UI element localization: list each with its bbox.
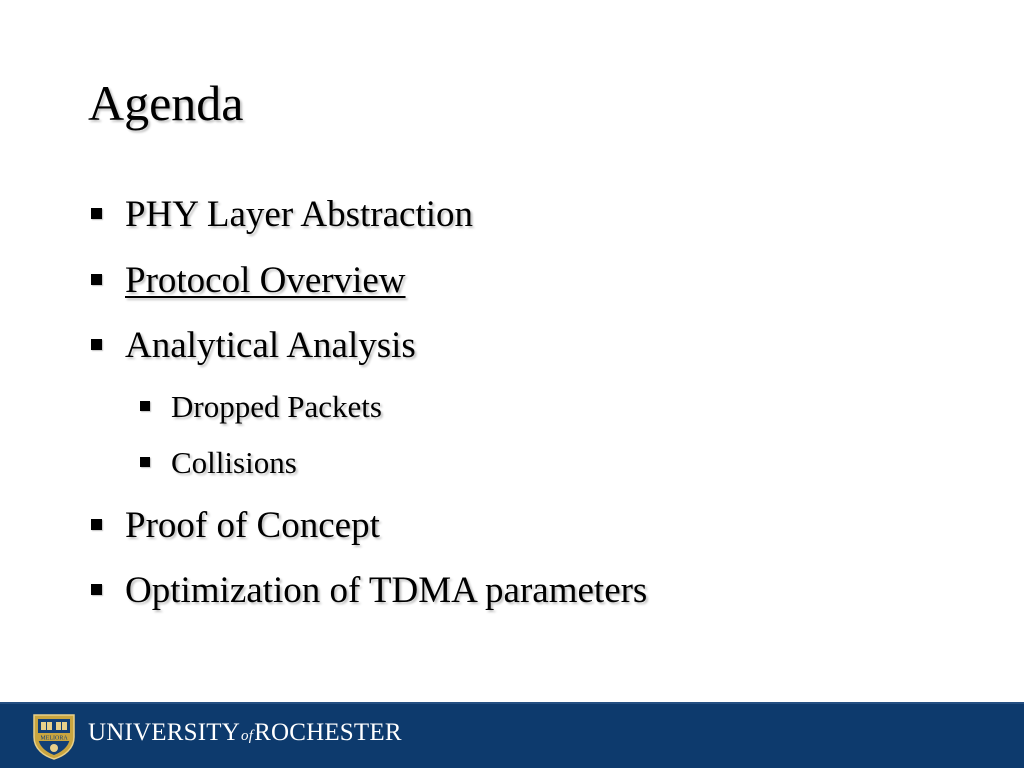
- agenda-subitem-label: Dropped Packets: [171, 389, 382, 424]
- agenda-item-label: Proof of Concept: [125, 505, 380, 546]
- agenda-subitem-collisions: [171, 444, 297, 482]
- agenda-item-proof-of-concept: [125, 504, 380, 548]
- agenda-item-label: Analytical Analysis: [125, 325, 416, 366]
- slide-title: Agenda: [88, 75, 244, 131]
- square-bullet-icon: [91, 519, 102, 530]
- square-bullet-icon: [140, 457, 150, 467]
- university-wordmark: UNIVERSITYofROCHESTER: [88, 719, 402, 746]
- square-bullet-icon: [91, 584, 102, 595]
- agenda-item-label: PHY Layer Abstraction: [125, 194, 473, 235]
- footer-banner: [0, 702, 1024, 768]
- svg-text:MELIORA: MELIORA: [40, 735, 68, 742]
- agenda-subitem-dropped-packets: [171, 388, 382, 426]
- agenda-item-analytical-analysis: [125, 324, 416, 368]
- agenda-item-protocol-overview[interactable]: [125, 259, 406, 303]
- university-seal-icon: [30, 711, 78, 761]
- agenda-item-phy-layer-abstraction: [125, 193, 473, 237]
- agenda-item-label: Optimization of TDMA parameters: [125, 570, 648, 611]
- square-bullet-icon: [140, 401, 150, 411]
- square-bullet-icon: [91, 339, 102, 350]
- protocol-overview-link[interactable]: Protocol Overview: [125, 260, 406, 301]
- agenda-subitem-label: Collisions: [171, 445, 297, 480]
- square-bullet-icon: [91, 208, 102, 219]
- square-bullet-icon: [91, 274, 102, 285]
- agenda-item-optimization-tdma: [125, 569, 647, 613]
